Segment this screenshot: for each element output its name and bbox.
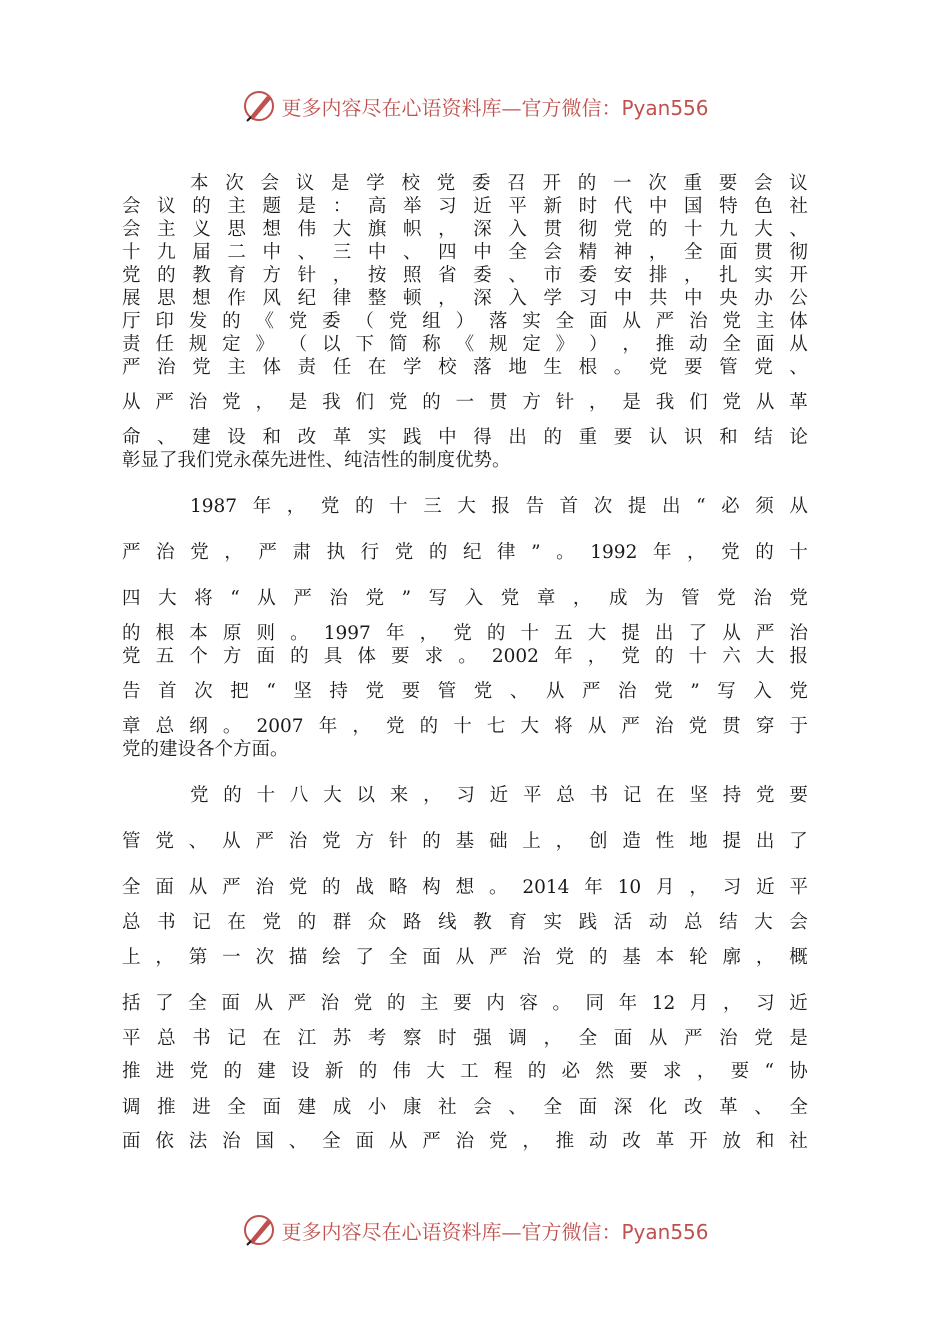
text-line: 展 思 想 作 风 纪 律 整 顿 ， 深 入 学 习 中 共 中 央 办 公	[122, 288, 808, 309]
text-line: 会 主 义 思 想 伟 大 旗 帜 ， 深 入 贯 彻 党 的 十 九 大 、	[122, 219, 808, 240]
text-line: 党 五 个 方 面 的 具 体 要 求 。 2002 年 ， 党 的 十 六 大 报	[122, 646, 808, 667]
text-line: 括 了 全 面 从 严 治 党 的 主 要 内 容 。 同 年 12 月 ， 习 近	[122, 993, 808, 1014]
text-line: 会 议 的 主 题 是 ： 高 举 习 近 平 新 时 代 中 国 特 色 社	[122, 196, 808, 217]
text-line: 本 次 会 议 是 学 校 党 委 召 开 的 一 次 重 要 会 议	[190, 173, 808, 194]
text-line: 责 任 规 定 》 （ 以 下 简 称 《 规 定 》 ） ， 推 动 全 面 从	[122, 334, 808, 355]
banner-text: 更多内容尽在心语资料库—官方微信：Pyan556	[281, 1219, 709, 1244]
header-banner	[0, 84, 950, 128]
text-line: 1987 年 ， 党 的 十 三 大 报 告 首 次 提 出 “ 必 须 从	[190, 496, 808, 517]
text-line: 四 大 将 “ 从 严 治 党 ” 写 入 党 章 ， 成 为 管 党 治 党	[122, 588, 808, 609]
pen-logo-icon	[241, 1212, 277, 1248]
text-line: 调 推 进 全 面 建 成 小 康 社 会 、 全 面 深 化 改 革 、 全	[122, 1097, 808, 1118]
text-line: 党 的 教 育 方 针 ， 按 照 省 委 、 市 委 安 排 ， 扎 实 开	[122, 265, 808, 286]
text-line: 管 党 、 从 严 治 党 方 针 的 基 础 上 ， 创 造 性 地 提 出 了	[122, 831, 808, 852]
text-line: 严 治 党 主 体 责 任 在 学 校 落 地 生 根 。 党 要 管 党 、	[122, 357, 808, 378]
text-line: 命 、 建 设 和 改 革 实 践 中 得 出 的 重 要 认 识 和 结 论	[122, 427, 808, 448]
text-line: 党 的 十 八 大 以 来 ， 习 近 平 总 书 记 在 坚 持 党 要	[190, 785, 808, 806]
text-line: 从 严 治 党 ， 是 我 们 党 的 一 贯 方 针 ， 是 我 们 党 从 革	[122, 392, 808, 413]
footer-banner	[0, 1208, 950, 1252]
text-line: 的 根 本 原 则 。 1997 年 ， 党 的 十 五 大 提 出 了 从 严 治	[122, 623, 808, 644]
text-line: 推 进 党 的 建 设 新 的 伟 大 工 程 的 必 然 要 求 ， 要 “ 协	[122, 1061, 808, 1082]
text-line: 总 书 记 在 党 的 群 众 路 线 教 育 实 践 活 动 总 结 大 会	[122, 912, 808, 933]
text-line: 章 总 纲 。 2007 年 ， 党 的 十 七 大 将 从 严 治 党 贯 穿 于	[122, 716, 808, 737]
text-line: 彰显了我们党永葆先进性、纯洁性的制度优势。	[122, 450, 511, 471]
text-line: 党的建设各个方面。	[122, 739, 289, 760]
text-line: 告 首 次 把 “ 坚 持 党 要 管 党 、 从 严 治 党 ” 写 入 党	[122, 681, 808, 702]
text-line: 厅 印 发 的 《 党 委 （ 党 组 ） 落 实 全 面 从 严 治 党 主 体	[122, 311, 808, 332]
text-line: 严 治 党 ， 严 肃 执 行 党 的 纪 律 ” 。 1992 年 ， 党 的 十	[122, 542, 808, 563]
text-line: 上 ， 第 一 次 描 绘 了 全 面 从 严 治 党 的 基 本 轮 廓 ， 概	[122, 947, 808, 968]
text-line: 全 面 从 严 治 党 的 战 略 构 想 。 2014 年 10 月 ， 习 近 平	[122, 877, 808, 898]
text-line: 平 总 书 记 在 江 苏 考 察 时 强 调 ， 全 面 从 严 治 党 是	[122, 1028, 808, 1049]
text-line: 十 九 届 二 中 、 三 中 、 四 中 全 会 精 神 ， 全 面 贯 彻	[122, 242, 808, 263]
banner-text: 更多内容尽在心语资料库—官方微信：Pyan556	[281, 95, 709, 120]
pen-logo-icon	[241, 88, 277, 124]
text-line: 面 依 法 治 国 、 全 面 从 严 治 党 ， 推 动 改 革 开 放 和 社	[122, 1131, 808, 1152]
